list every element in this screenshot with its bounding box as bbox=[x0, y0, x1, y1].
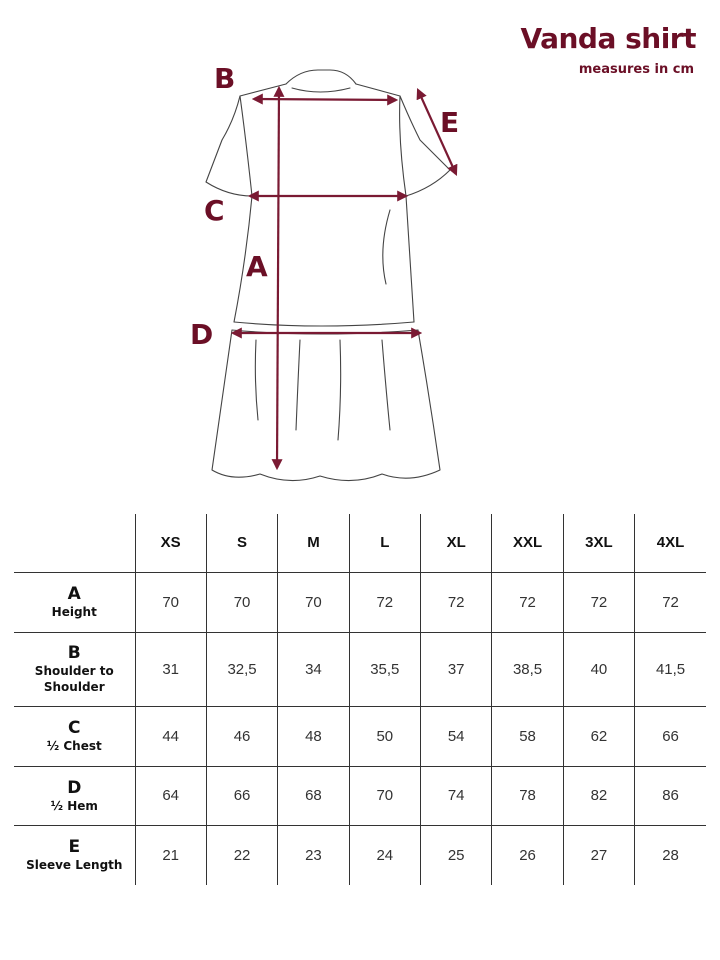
table-cell: 32,5 bbox=[206, 632, 277, 706]
table-cell: 26 bbox=[492, 825, 563, 885]
table-cell: 74 bbox=[421, 766, 492, 825]
label-a: A bbox=[246, 250, 268, 283]
row-name: ½ Chest bbox=[46, 739, 102, 753]
table-cell: 48 bbox=[278, 706, 349, 766]
table-cell: 86 bbox=[635, 766, 706, 825]
page-title: Vanda shirt bbox=[520, 22, 696, 55]
label-b: B bbox=[214, 62, 236, 95]
size-column-header: M bbox=[278, 514, 349, 572]
row-label-cell bbox=[14, 825, 135, 885]
table-cell: 21 bbox=[135, 825, 206, 885]
row-letter: E bbox=[68, 837, 81, 858]
size-column-header: L bbox=[349, 514, 420, 572]
measure-a-line bbox=[277, 88, 279, 468]
size-header-row bbox=[14, 514, 706, 572]
size-chart-table bbox=[14, 514, 706, 885]
row-label-cell bbox=[14, 766, 135, 825]
label-c: C bbox=[204, 194, 225, 227]
measure-b-line bbox=[254, 99, 396, 100]
table-cell: 72 bbox=[349, 572, 420, 632]
table-cell: 68 bbox=[278, 766, 349, 825]
table-cell: 66 bbox=[206, 766, 277, 825]
row-letter: D bbox=[67, 777, 82, 798]
label-e: E bbox=[440, 106, 460, 139]
row-label-cell bbox=[14, 572, 135, 632]
row-letter: A bbox=[67, 584, 81, 604]
size-column-header: XXL bbox=[492, 514, 563, 572]
row-name: Sleeve Length bbox=[26, 858, 123, 873]
label-d: D bbox=[190, 318, 214, 351]
table-cell: 23 bbox=[278, 825, 349, 885]
table-cell: 70 bbox=[278, 572, 349, 632]
size-column-header: 3XL bbox=[563, 514, 634, 572]
table-cell: 72 bbox=[635, 572, 706, 632]
row-label-cell bbox=[14, 706, 135, 766]
table-cell: 41,5 bbox=[635, 632, 706, 706]
table-cell: 72 bbox=[563, 572, 634, 632]
units-subtitle: measures in cm bbox=[578, 62, 694, 77]
table-cell: 24 bbox=[349, 825, 420, 885]
row-letter: C bbox=[68, 718, 81, 738]
table-cell: 78 bbox=[492, 766, 563, 825]
table-cell: 25 bbox=[421, 825, 492, 885]
table-cell: 66 bbox=[635, 706, 706, 766]
table-cell: 22 bbox=[206, 825, 277, 885]
table-row bbox=[14, 632, 706, 706]
corner-cell bbox=[14, 514, 135, 572]
table-cell: 54 bbox=[421, 706, 492, 766]
table-cell: 82 bbox=[563, 766, 634, 825]
table-cell: 70 bbox=[349, 766, 420, 825]
table-cell: 64 bbox=[135, 766, 206, 825]
shirt-outline bbox=[206, 70, 450, 481]
table-cell: 38,5 bbox=[492, 632, 563, 706]
table-cell: 35,5 bbox=[349, 632, 420, 706]
table-cell: 62 bbox=[563, 706, 634, 766]
table-cell: 37 bbox=[421, 632, 492, 706]
table-cell: 44 bbox=[135, 706, 206, 766]
table-row bbox=[14, 572, 706, 632]
table-cell: 70 bbox=[206, 572, 277, 632]
table-cell: 72 bbox=[421, 572, 492, 632]
table-cell: 31 bbox=[135, 632, 206, 706]
size-column-header: XS bbox=[135, 514, 206, 572]
table-row bbox=[14, 825, 706, 885]
table-cell: 40 bbox=[563, 632, 634, 706]
table-cell: 72 bbox=[492, 572, 563, 632]
size-column-header: XL bbox=[421, 514, 492, 572]
size-column-header: 4XL bbox=[635, 514, 706, 572]
table-cell: 58 bbox=[492, 706, 563, 766]
table-cell: 27 bbox=[563, 825, 634, 885]
row-name: ½ Hem bbox=[50, 798, 98, 813]
size-column-header: S bbox=[206, 514, 277, 572]
table-row bbox=[14, 706, 706, 766]
row-name: Height bbox=[51, 605, 97, 619]
row-letter: B bbox=[67, 643, 81, 663]
table-cell: 46 bbox=[206, 706, 277, 766]
table-cell: 50 bbox=[349, 706, 420, 766]
row-name: Shoulder to Shoulder bbox=[34, 664, 114, 694]
row-label-cell bbox=[14, 632, 135, 706]
table-cell: 34 bbox=[278, 632, 349, 706]
table-row bbox=[14, 766, 706, 825]
table-cell: 28 bbox=[662, 846, 679, 864]
table-cell: 70 bbox=[135, 572, 206, 632]
